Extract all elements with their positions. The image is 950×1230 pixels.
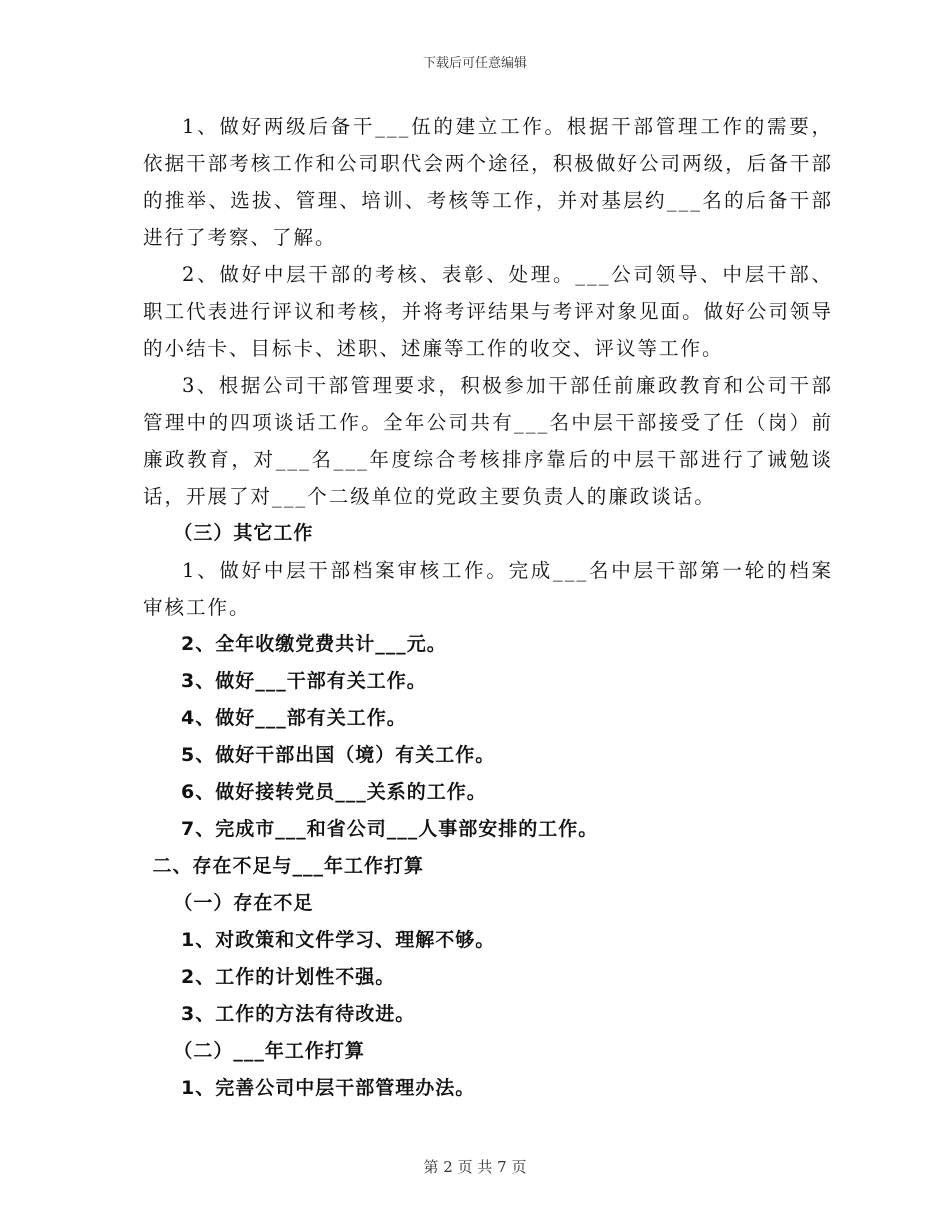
paragraph: 1、做好两级后备干___伍的建立工作。根据干部管理工作的需要，依据干部考核工作和公司职代会两个途径，积极做好公司两级，后备干部的推举、选拔、管理、培训、考核等工作，并对基层约___名的后备干部进行了考察、了解。 [143, 115, 833, 249]
paragraph: 1、做好中层干部档案审核工作。完成___名中层干部第一轮的档案审核工作。 [143, 559, 833, 619]
subsection-heading: （二）___年工作打算 [173, 1040, 365, 1062]
list-item: 6、做好接转党员___关系的工作。 [181, 781, 487, 803]
list-item: 4、做好___部有关工作。 [181, 707, 407, 729]
list-item: 1、完善公司中层干部管理办法。 [181, 1077, 476, 1099]
paragraph: 2、做好中层干部的考核、表彰、处理。___公司领导、中层干部、职工代表进行评议和考核，并将考评结果与考评对象见面。做好公司领导的小结卡、目标卡、述职、述廉等工作的收交、评议等工作。 [143, 263, 833, 360]
subsection-heading: （一）存在不足 [173, 892, 314, 914]
page-footer: 第 2 页 共 7 页 [423, 1158, 527, 1176]
list-item: 2、全年收缴党费共计___元。 [181, 633, 447, 655]
list-item: 5、做好干部出国（境）有关工作。 [181, 744, 496, 766]
section-heading: 二、存在不足与___年工作打算 [152, 855, 425, 877]
list-item: 1、对政策和文件学习、理解不够。 [181, 929, 496, 951]
page-header: 下载后可任意编辑 [422, 56, 527, 71]
list-item: 3、工作的方法有待改进。 [181, 1003, 416, 1025]
list-item: 3、做好___干部有关工作。 [181, 670, 427, 692]
paragraph: 3、根据公司干部管理要求，积极参加干部任前廉政教育和公司干部管理中的四项谈话工作。全年公司共有___名中层干部接受了任（岗）前廉政教育，对___名___年度综合考核排序靠后的中层干部进行了诫勉谈话，开展了对___个二级单位的党政主要负责人的廉政谈话。 [143, 374, 833, 508]
list-item: 2、工作的计划性不强。 [181, 966, 396, 988]
document-body [143, 108, 833, 1107]
list-item: 7、完成市___和省公司___人事部安排的工作。 [181, 818, 599, 840]
section-heading: （三）其它工作 [173, 522, 314, 544]
